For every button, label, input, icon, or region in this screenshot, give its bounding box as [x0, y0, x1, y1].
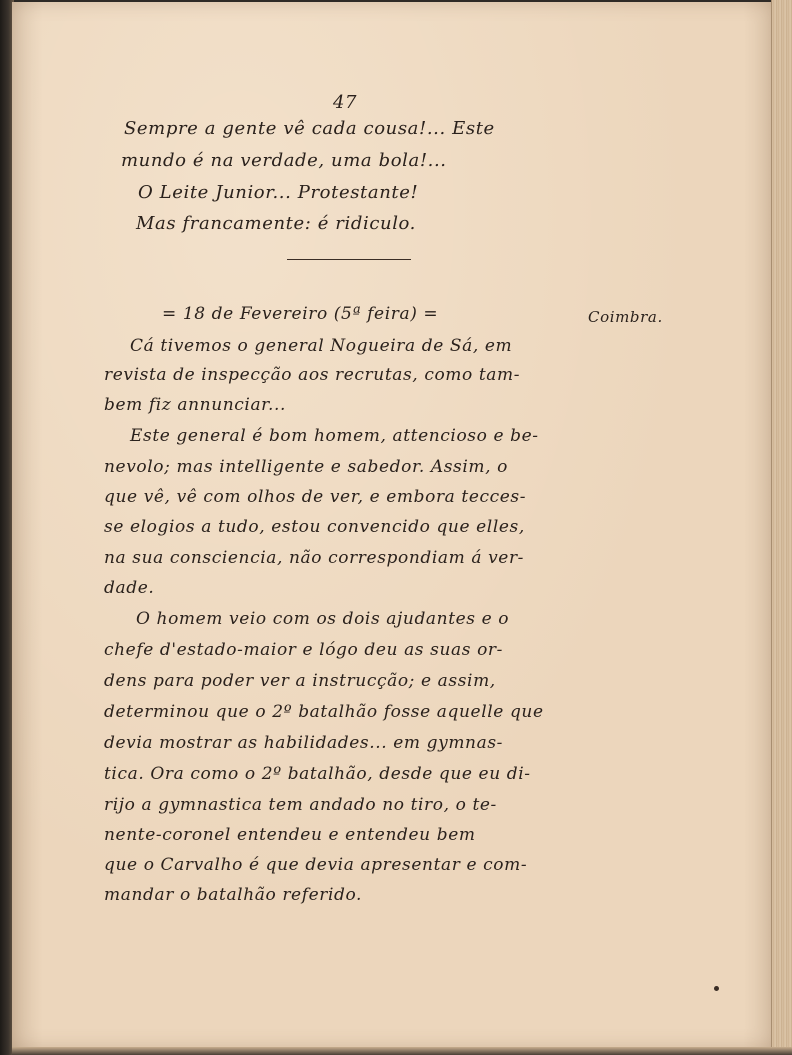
- text-line-10: nevolo; mas intelligente e sabedor. Assim, o: [104, 457, 508, 477]
- page-bottom-edge: [12, 1047, 792, 1055]
- text-line-6: Cá tivemos o general Nogueira de Sá, em: [130, 336, 513, 356]
- text-line-8: bem fiz annunciar...: [104, 395, 287, 415]
- text-line-1: Sempre a gente vê cada cousa!... Este: [124, 118, 495, 139]
- section-divider: [287, 259, 411, 260]
- text-line-23: que o Carvalho é que devia apresentar e com-: [104, 855, 528, 875]
- text-line-19: devia mostrar as habilidades... em gymnas-: [104, 733, 504, 753]
- text-line-9: Este general é bom homem, attencioso e be-: [130, 426, 539, 446]
- text-line-7: revista de inspecção aos recrutas, como tam-: [104, 365, 521, 385]
- text-line-20: tica. Ora como o 2º batalhão, desde que eu di-: [104, 764, 531, 784]
- text-line-21: rijo a gymnastica tem andado no tiro, o te-: [104, 795, 497, 815]
- text-line-11: que vê, vê com olhos de ver, e embora tecces-: [104, 487, 527, 507]
- text-line-12: se elogios a tudo, estou convencido que elles,: [104, 517, 525, 537]
- text-line-22: nente-coronel entendeu e entendeu bem: [104, 825, 476, 845]
- page-edges: [771, 0, 792, 1055]
- text-line-17: dens para poder ver a instrucção; e assim,: [104, 671, 496, 691]
- text-line-15: O homem veio com os dois ajudantes e o: [136, 609, 510, 629]
- date-heading: = 18 de Fevereiro (5ª feira) =: [162, 304, 439, 324]
- text-line-2: mundo é na verdade, uma bola!...: [121, 150, 447, 171]
- page-number: 47: [333, 92, 358, 113]
- text-line-4: Mas francamente: é ridiculo.: [136, 213, 416, 234]
- place-note: Coimbra.: [588, 308, 663, 326]
- text-line-24: mandar o batalhão referido.: [104, 885, 363, 905]
- text-line-14: dade.: [104, 578, 155, 598]
- ink-dot: [714, 986, 719, 991]
- text-line-18: determinou que o 2º batalhão fosse aquelle que: [104, 702, 544, 722]
- text-line-3: O Leite Junior... Protestante!: [138, 182, 419, 203]
- text-line-16: chefe d'estado-maior e lógo deu as suas or-: [104, 640, 503, 660]
- text-line-13: na sua consciencia, não correspondiam á ver-: [104, 548, 525, 568]
